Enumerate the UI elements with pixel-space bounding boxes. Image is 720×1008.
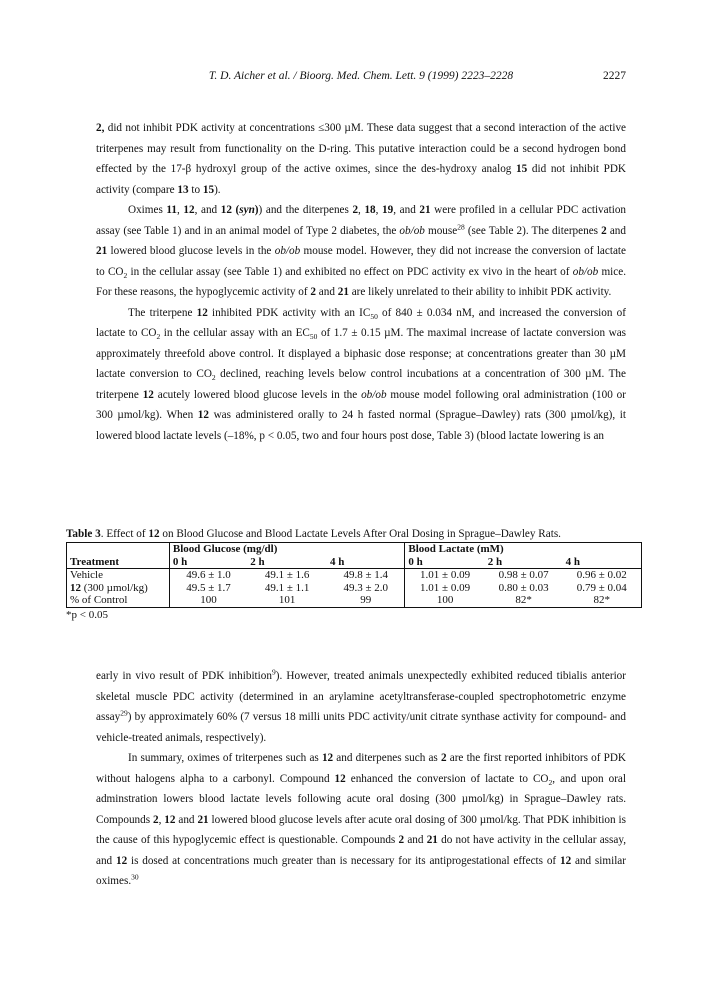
time-header: 2 h [247,556,327,569]
italic-term: ob/ob [274,245,301,257]
text-run: do not have activity in the cellular assay, and [96,834,626,867]
citation: 9 [271,667,276,677]
italic-term: ob/ob [399,224,425,237]
table-cell: 49.6 ± 1.0 [186,569,231,581]
table-footnote: *p < 0.05 [66,608,108,621]
compound-ref: 12 [183,204,195,216]
text-run: in the cellular assay (see Table 1) and exhibited no effect on PDC activity ex vivo in the heart of [127,265,573,278]
text-run: did not inhibit PDK activity at concentrations ≤300 µM. These data suggest that a second interaction of the active triterpenes may result from functionality on the D-ring. This putative interaction could be a second hydrogen bond effected by the 17-β hydroxyl group of the active oximes, since the des-hydroxy analog [96,122,626,175]
text-run: in the cellular assay with an EC [160,327,310,339]
time-header: 0 h [169,556,247,569]
compound-ref: 12 [70,581,81,594]
syn-label: syn [239,204,255,216]
text-run: Oximes [128,204,167,216]
text-run: mouse model. However, they did not increase the conversion of lactate to CO [96,245,627,278]
subscript: 2 [211,373,216,383]
text-run: to [188,183,203,196]
text-run: inhibited PDK activity with an IC [207,306,371,319]
compound-ref: 12 [220,204,232,216]
paragraph-5 [96,748,626,892]
table-caption [66,527,642,541]
compound-ref: 2, [96,122,105,134]
table-cell: 49.3 ± 2.0 [327,582,405,595]
data-table [66,542,642,608]
text-run: (300 µmol/kg) [81,581,148,594]
table-cell: 100 [405,594,485,607]
compound-ref: 12 [164,813,176,826]
text-run: (see Table 2). The diterpenes [464,224,602,237]
text-run: ). However, treated animals unexpectedly exhibited reduced tibialis anterior skeletal muscle PDC activity (determined in an arylamine acetyltransferase-coupled spectrophotometric enzyme assay [96,670,626,723]
text-run: is dosed at concentrations much greater than is necessary for its antiprogestational effects of [127,854,560,867]
citation: 29 [120,708,128,718]
compound-ref: 2 [310,286,316,298]
treatment-cell [67,582,170,595]
citation: 28 [457,221,465,231]
compound-ref: 2 [601,224,607,237]
table-group-header-row [67,543,642,556]
time-header: 0 h [405,556,485,569]
text-run: are the first reported inhibitors of PDK without halogens alpha to a carbonyl. Compound [96,752,626,785]
compound-ref: 12 [334,772,346,785]
text-run: lowered blood glucose levels after acute oral dosing of 300 µmol/kg. That PDK inhibition is the cause of this hypoglycemic effect is questionable. Compounds [96,813,626,846]
text-run: , [176,204,184,216]
table-cell: 1.01 ± 0.09 [420,569,471,581]
compound-ref: 12 [148,528,160,540]
italic-term: ob/ob [361,388,387,401]
table-cell: 0.79 ± 0.04 [563,582,642,595]
table-label: Table 3 [66,528,101,540]
text-run: and [315,286,338,298]
text-run: of 840 ± 0.034 nM, and increased the conversion of lactate to CO [96,306,626,339]
page-header [96,70,626,86]
compound-ref: 11 [166,204,177,216]
table-cell: 1.01 ± 0.09 [420,581,471,594]
table-row [67,582,642,595]
table-cell: 82* [563,594,642,607]
text-run: mouse [424,224,458,237]
table-cell: 0.80 ± 0.03 [498,581,549,594]
table-row [67,569,642,582]
text-run: ( [231,204,240,216]
text-run: , and [393,204,420,216]
text-run: and diterpenes such as [333,752,441,764]
text-run: ) and the diterpenes [258,204,353,216]
text-run: , and [194,204,221,216]
citation: 30 [131,872,139,882]
treatment-cell: % of Control [67,594,170,607]
text-run: mouse model following oral administration (100 or 300 µmol/kg). When [96,388,626,421]
table-cell: 49.8 ± 1.4 [327,569,405,582]
text-run: and [606,224,626,237]
compound-ref: 15 [516,163,528,175]
page-number: 2227 [603,70,626,82]
subscript: 2 [156,332,161,342]
text-run: , [358,204,365,216]
text-run: ) by approximately 60% (7 versus 18 milli units PDC activity/unit citrate synthase activity for compound- and vehicle-treated animals, respectively). [96,711,626,744]
text-run: of 1.7 ± 0.15 µM. The maximal increase of lactate conversion was approximately threefold above control. It displayed a biphasic dose response; at concentrations greater than 30 µM lactate conversion to CO [96,327,627,380]
table-cell: 0.98 ± 0.07 [498,569,549,581]
compound-ref: 15 [202,183,215,196]
table-cell: 99 [327,594,405,607]
compound-ref: 2 [440,752,447,764]
text-run: . Effect of [100,528,149,540]
text-run: were profiled in a cellular PDC activation assay (see Table 1) and in an animal model of Type 2 diabetes, the [96,204,627,237]
text-run: was administered orally to 24 h fasted normal (Sprague–Dawley) rats (300 µmol/kg), it lowered blood lactate levels (–18%, p < 0.05, two and four hours post dose, Table 3) (blood lactate lowering is an [96,409,627,442]
text-run: ). [214,183,221,196]
body-text-top [96,118,626,446]
subscript: 50 [309,332,318,342]
italic-term: ob/ob [572,265,599,278]
text-run: mice. For these reasons, the hypoglycemic activity of [96,265,626,298]
text-run: on Blood Glucose and Blood Lactate Levels After Oral Dosing in Sprague–Dawley Rats. [159,528,561,540]
text-run: early in vivo result of PDK inhibition [96,670,272,682]
table-time-header-row [67,556,642,569]
compound-ref: 12 [142,388,154,401]
table-cell: 101 [247,594,327,607]
text-run: and similar oximes. [96,854,626,887]
blood-glucose-header: Blood Glucose (mg/dl) [169,543,405,556]
compound-ref: 12 [321,752,334,764]
text-run: In summary, oximes of triterpenes such as [128,752,322,764]
paragraph-1 [96,118,626,200]
table-cell: 49.1 ± 1.6 [264,569,310,581]
text-run: lowered blood glucose levels in the [107,245,275,257]
compound-ref: 21 [419,204,431,216]
compound-ref: 21 [337,286,349,298]
compound-ref: 2 [152,813,159,826]
compound-ref: 2 [398,834,405,846]
text-run: and [175,813,198,826]
text-run: acutely lowered blood glucose levels in the [153,388,362,401]
text-run: are likely unrelated to their ability to inhibit PDK activity. [348,286,612,298]
treatment-header: Treatment [67,556,170,569]
table-cell: 49.1 ± 1.1 [264,581,310,594]
text-run: , [158,813,165,826]
table-cell: 82* [485,594,563,607]
compound-ref: 21 [96,245,108,257]
table-cell: 49.5 ± 1.7 [186,581,231,594]
compound-ref: 19 [382,204,394,216]
compound-ref: 18 [364,204,376,216]
text-run: enhanced the conversion of lactate to CO [345,772,549,785]
text-run: and [404,834,427,846]
paragraph-3 [96,303,626,447]
table-cell: 0.96 ± 0.02 [563,569,642,582]
body-text-bottom [96,666,626,892]
blood-lactate-header: Blood Lactate (mM) [405,543,642,556]
treatment-cell: Vehicle [67,569,170,582]
compound-ref: 2 [352,204,359,216]
text-run: The triterpene [128,306,197,319]
paragraph-4 [96,666,626,748]
subscript: 50 [370,311,378,321]
time-header: 4 h [327,556,405,569]
compound-ref: 21 [426,834,438,846]
time-header: 4 h [563,556,642,569]
compound-ref: 12 [115,854,128,867]
compound-ref: 12 [196,306,208,319]
table-row [67,594,642,607]
compound-ref: 13 [177,183,189,196]
compound-ref: 21 [197,813,209,826]
compound-ref: 12 [197,409,209,421]
time-header: 2 h [485,556,563,569]
table-cell: 100 [169,594,247,607]
text-run: declined, reaching levels below control incubations at a concentration of 300 µM. The triterpene [96,368,626,401]
table-3 [66,527,642,622]
compound-ref: 12 [559,854,572,867]
text-run: , and upon oral adminstration lowers blood lactate levels following acute oral dosing (300 µmol/kg) in Sprague–Dawley rats. Compounds [96,772,626,826]
subscript: 2 [548,777,553,787]
running-head: T. D. Aicher et al. / Bioorg. Med. Chem. Lett. 9 (1999) 2223–2228 [208,70,514,82]
subscript: 2 [123,270,128,280]
text-run: did not inhibit PDK activity (compare [96,163,627,196]
text-run: , [375,204,383,216]
paragraph-2: Oximes 11, 12, and 12 (syn)) and the diterpenes 2, 18, 19, and 21 were profiled in a cellular PDC activation assay (see Table 1) and in an animal model of Type 2 diabetes, the ob/ob mouse$^{28}$ (see Table 2). The diterpenes 2 and 21 lowered blood glucose levels in the ob/ob mouse model. However, they did not increase the conversion of lactate to $CO_2$ in the cellular assay (see Table 1) and exhibited no effect on PDC activity ex vivo in the heart of ob/ob mice. For these reasons, the hypoglycemic activity of 2 and 21 are likely unrelated to their ability to inhibit PDK activity. [96,204,627,298]
